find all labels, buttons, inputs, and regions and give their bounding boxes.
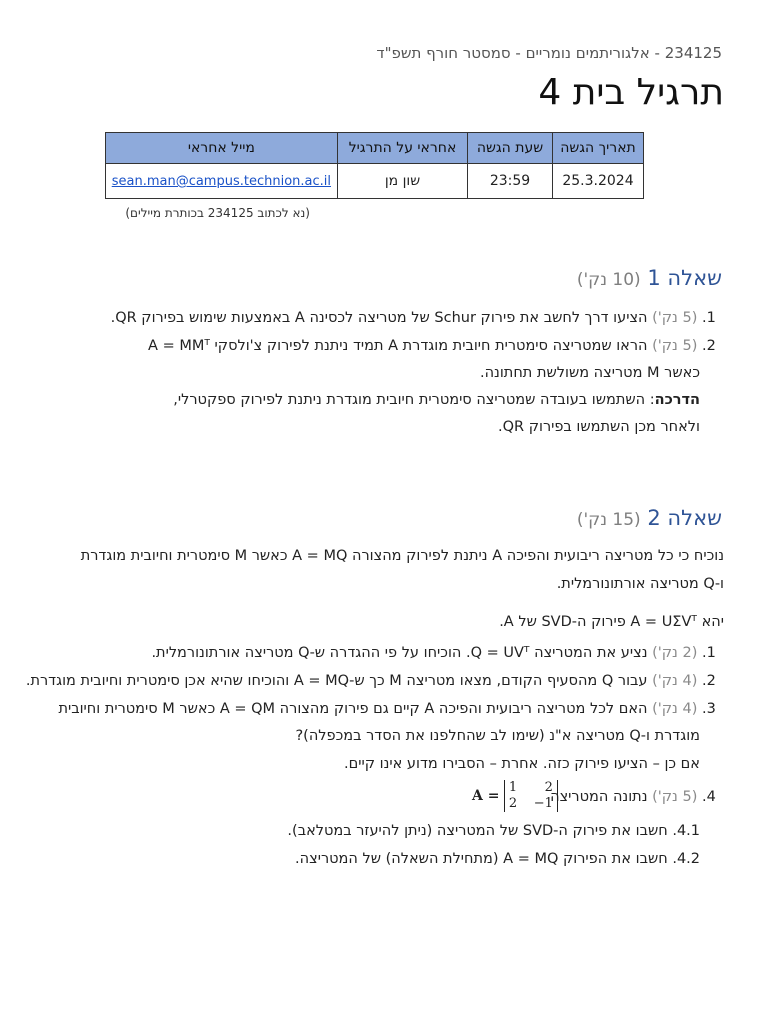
q2-item-1 (151, 645, 724, 661)
q1-item2-number: 2. (702, 338, 716, 354)
q2-item1-text: נציע את המטריצה Q = UVᵀ. הוכיחו על פי ההגדרה ש-Q מטריצה אורתונורמלית. (151, 645, 648, 661)
matrix-grid (509, 780, 553, 812)
q2-item3-text: האם לכל מטריצה ריבועית והפיכה A קיים גם פירוק מהצורה A = QM כאשר M סימטרית וחיובית (58, 701, 648, 717)
q2-item-2 (26, 673, 724, 689)
q2-svd-line: יהא A = UΣVᵀ פירוק ה-SVD של A. (499, 614, 724, 630)
q1-item2-line2: כאשר M מטריצה משולשת תחתונה. (479, 365, 700, 381)
matrix-cell-11: 1 (508, 780, 518, 795)
page-title: תרגיל בית 4 (538, 72, 724, 113)
q1-item2-text: הראו שמטריצה סימטרית חיובית מוגדרת A תמיד ניתנת לפירוק צ'ולסקי A = MMᵀ (148, 338, 648, 354)
q1-item-1 (111, 310, 724, 326)
q2-item42-number: 4.2. (672, 851, 700, 867)
q2-item-4 (550, 789, 724, 805)
q2-item3-line2: מוגדרת ו-Q מטריצה א"נ (שימו לב שהחלפנו את הסדר במכפלה)? (295, 728, 700, 744)
q2-intro-line1: נוכיח כי כל מטריצה ריבועית והפיכה A ניתנת לפירוק מהצורה A = MQ כאשר M סימטרית וחיובית מוגדרת (80, 548, 724, 564)
matrix-label: A = (472, 788, 500, 804)
q2-item2-text: עבור Q מהסעיף הקודם, מצאו מטריצה M כך ש-A = MQ והוכיחו שהיא אכן סימטרית וחיובית מוגדרת. (25, 673, 648, 689)
q2-item-4-2 (295, 851, 700, 867)
header-email: מייל אחראי (105, 133, 337, 164)
q1-item2-points: (5 נק') (652, 338, 698, 354)
cell-due-time: 23:59 (468, 164, 553, 199)
q2-intro-line2: ו-Q מטריצה אורתונורמלית. (556, 576, 724, 592)
q1-hint-line2: ולאחר מכן השתמשו בפירוק QR. (497, 419, 700, 435)
q2-item41-number: 4.1. (672, 823, 700, 839)
q2-item2-points: (4 נק') (652, 673, 698, 689)
q2-item2-number: 2. (702, 673, 716, 689)
matrix-cell-22: −1 (533, 796, 553, 811)
q2-item1-points: (2 נק') (652, 645, 698, 661)
matrix-expression (472, 780, 558, 812)
q1-hint-text: : השתמשו בעובדה שמטריצה סימטרית חיובית מוגדרת ניתנת לפירוק ספקטרלי, (173, 392, 655, 408)
table-note: (נא לכתוב 234125 בכותרת מיילים) (125, 206, 310, 220)
q2-item4-text: נתונה המטריצה (550, 789, 648, 805)
q2-heading (577, 506, 722, 530)
info-table (105, 132, 644, 199)
q1-hint-label: הדרכה (654, 392, 700, 408)
q2-item1-number: 1. (702, 645, 716, 661)
info-table-row (105, 164, 643, 199)
q1-item1-points: (5 נק') (652, 310, 698, 326)
header-due-date: תאריך הגשה (553, 133, 644, 164)
q2-item4-points: (5 נק') (652, 789, 698, 805)
q2-item42-text: חשבו את הפירוק A = MQ (מתחילת השאלה) של המטריצה. (295, 851, 668, 867)
course-header: 234125 - אלגוריתמים נומריים - סמסטר חורף תשפ"ד (376, 44, 722, 62)
q1-title: שאלה 1 (647, 266, 722, 290)
header-due-time: שעת הגשה (468, 133, 553, 164)
q1-item-2 (148, 338, 724, 354)
matrix-cell-12: 2 (544, 780, 553, 795)
email-link[interactable]: sean.man@campus.technion.ac.il (111, 174, 331, 189)
header-responsible: אחראי על התרגיל (338, 133, 468, 164)
matrix-brackets (504, 780, 558, 812)
q2-title: שאלה 2 (647, 506, 722, 530)
q2-item4-number: 4. (702, 789, 716, 805)
q2-item-3 (58, 701, 724, 717)
q2-item-4-1 (287, 823, 700, 839)
matrix-cell-21: 2 (508, 796, 518, 811)
cell-email (105, 164, 337, 199)
q1-item1-text: הציעו דרך לחשב את פירוק Schur של מטריצה לכסינה A באמצעות שימוש בפירוק QR. (110, 310, 648, 326)
q2-points: (15 נק') (576, 510, 641, 530)
q2-item3-line3: אם כן – הציעו פירוק כזה. אחרת – הסבירו מדוע אינו קיים. (344, 756, 700, 772)
q1-points: (10 נק') (576, 270, 641, 290)
cell-due-date: 25.3.2024 (553, 164, 644, 199)
q2-item3-number: 3. (702, 701, 716, 717)
q1-heading (577, 266, 722, 290)
q1-item1-number: 1. (702, 310, 716, 326)
q2-item41-text: חשבו את פירוק ה-SVD של המטריצה (ניתן להיעזר במטלאב). (287, 823, 668, 839)
q2-item3-points: (4 נק') (652, 701, 698, 717)
q1-hint (173, 392, 700, 408)
info-table-header-row (105, 133, 643, 164)
cell-responsible: שון מן (338, 164, 468, 199)
